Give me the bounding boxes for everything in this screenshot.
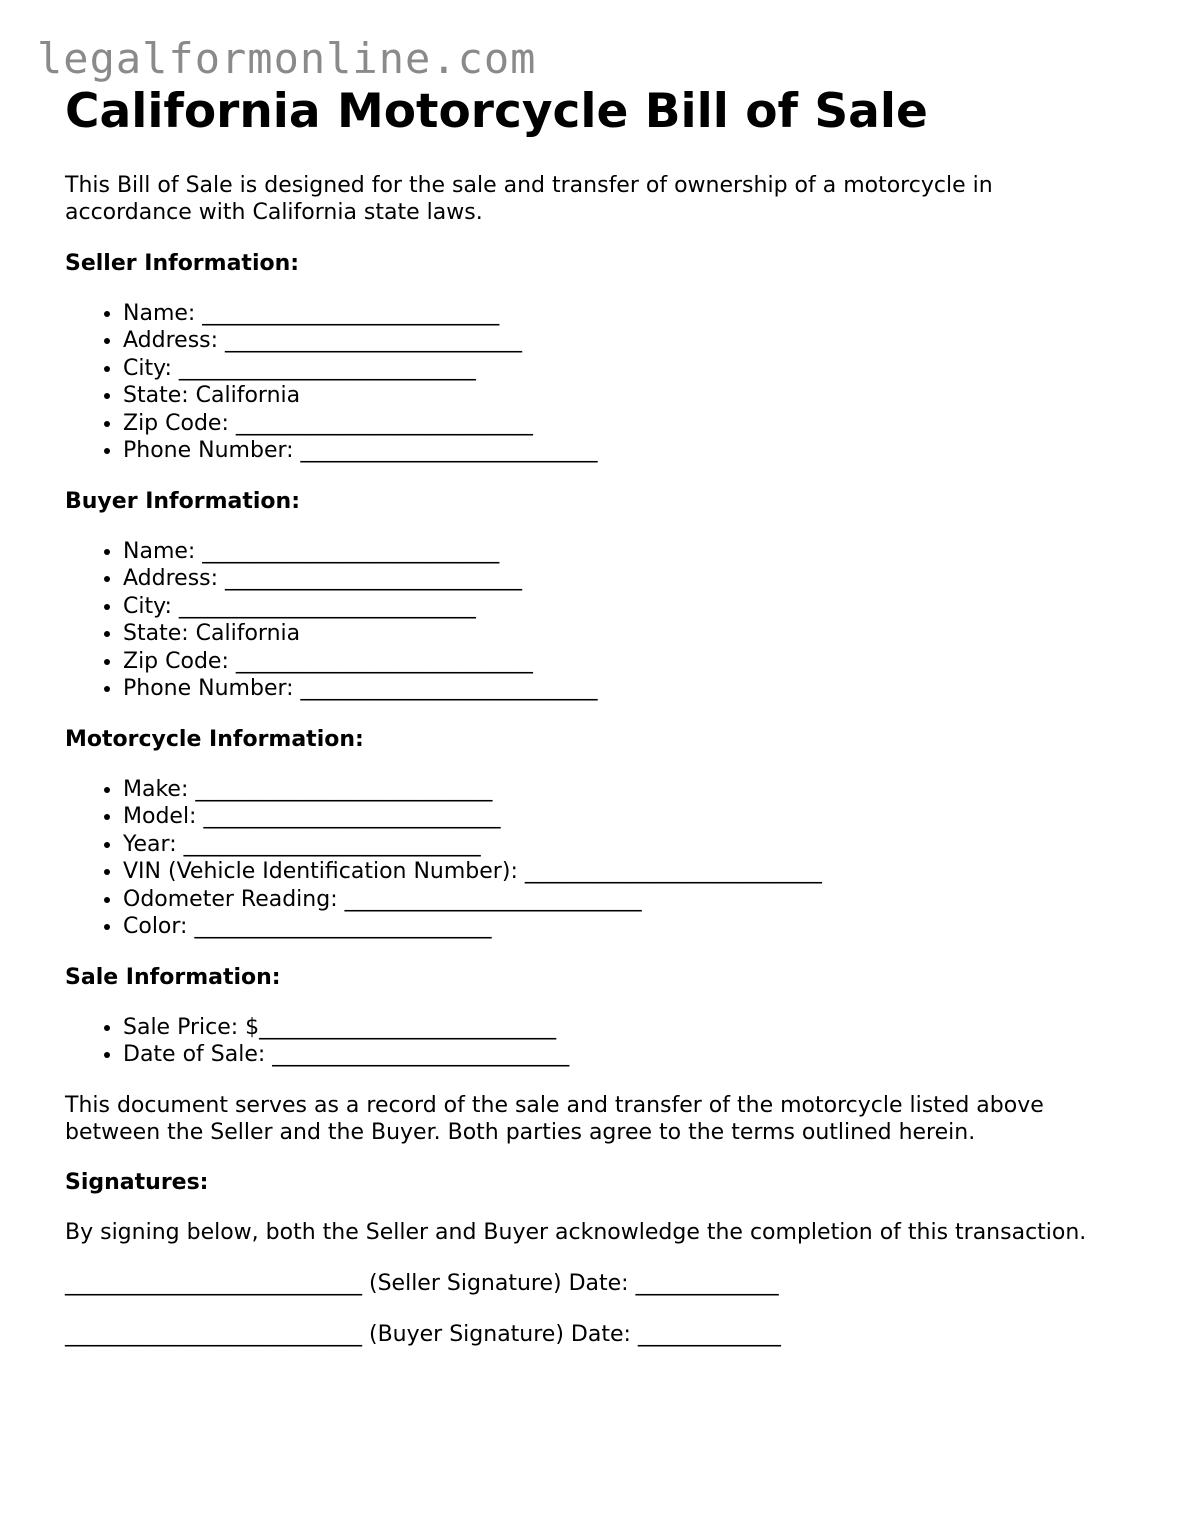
motorcycle-model-field: • Model: ___________________________ — [123, 803, 1125, 831]
motorcycle-vin-field: • VIN (Vehicle Identification Number): ___________________________ — [123, 858, 1125, 886]
motorcycle-year-field: • Year: ___________________________ — [123, 831, 1125, 859]
seller-state-field: • State: California — [123, 382, 1125, 410]
sale-price-field: • Sale Price: $___________________________ — [123, 1014, 1125, 1042]
buyer-section-heading: Buyer Information: — [65, 488, 300, 514]
watermark-logo: legalformonline.com — [37, 34, 537, 83]
buyer-city-field: • City: ___________________________ — [123, 593, 1125, 621]
seller-section-heading: Seller Information: — [65, 250, 300, 276]
seller-phone-field: • Phone Number: ___________________________ — [123, 437, 1125, 465]
buyer-address-field: • Address: ___________________________ — [123, 565, 1125, 593]
motorcycle-info-list — [65, 776, 1125, 941]
seller-info-list — [65, 300, 1125, 465]
buyer-state-field: • State: California — [123, 620, 1125, 648]
seller-name-field: • Name: ___________________________ — [123, 300, 1125, 328]
document-title: California Motorcycle Bill of Sale — [65, 84, 928, 139]
sale-info-list — [65, 1014, 1125, 1069]
buyer-phone-field: • Phone Number: ___________________________ — [123, 675, 1125, 703]
seller-address-field: • Address: ___________________________ — [123, 327, 1125, 355]
sale-date-field: • Date of Sale: ___________________________ — [123, 1041, 1125, 1069]
seller-zip-field: • Zip Code: ___________________________ — [123, 410, 1125, 438]
motorcycle-make-field: • Make: ___________________________ — [123, 776, 1125, 804]
buyer-signature-line: ___________________________ (Buyer Signature) Date: _____________ — [65, 1321, 781, 1347]
buyer-zip-field: • Zip Code: ___________________________ — [123, 648, 1125, 676]
motorcycle-section-heading: Motorcycle Information: — [65, 726, 364, 752]
buyer-name-field: • Name: ___________________________ — [123, 538, 1125, 566]
acknowledgement-paragraph: By signing below, both the Seller and Buyer acknowledge the completion of this transaction. — [65, 1219, 1087, 1245]
document-page — [65, 86, 1125, 1348]
signatures-section-heading: Signatures: — [65, 1169, 209, 1195]
motorcycle-color-field: • Color: ___________________________ — [123, 913, 1125, 941]
closing-paragraph: This document serves as a record of the sale and transfer of the motorcycle listed above between the Seller and the Buyer. Both parties agree to the terms outlined herein. — [65, 1092, 1044, 1145]
motorcycle-odometer-field: • Odometer Reading: ___________________________ — [123, 886, 1125, 914]
buyer-info-list — [65, 538, 1125, 703]
seller-signature-line: ___________________________ (Seller Signature) Date: _____________ — [65, 1270, 779, 1296]
intro-paragraph: This Bill of Sale is designed for the sale and transfer of ownership of a motorcycle in accordance with California state laws. — [65, 172, 993, 225]
sale-section-heading: Sale Information: — [65, 964, 281, 990]
seller-city-field: • City: ___________________________ — [123, 355, 1125, 383]
